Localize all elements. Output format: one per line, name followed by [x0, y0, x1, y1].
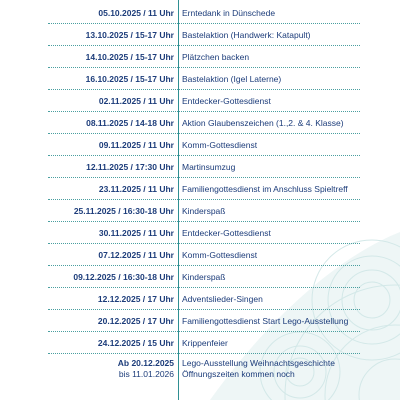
event-date: 05.10.2025 / 11 Uhr	[98, 8, 174, 18]
schedule-row	[0, 288, 400, 310]
event-date: 25.11.2025 / 16:30-18 Uhr	[73, 206, 174, 216]
schedule-row	[0, 244, 400, 266]
event-title: Familiengottesdienst Start Lego-Ausstellung	[182, 316, 349, 326]
event-title-line1: Lego-Ausstellung Weihnachtsgeschichte	[182, 358, 335, 368]
schedule-row	[0, 24, 400, 46]
schedule-row	[0, 266, 400, 288]
schedule-row	[0, 2, 400, 24]
schedule-row	[0, 310, 400, 332]
event-date: 08.11.2025 / 14-18 Uhr	[86, 118, 174, 128]
event-date: 20.12.2025 / 17 Uhr	[97, 316, 174, 326]
schedule-row	[0, 200, 400, 222]
event-title: Erntedank in Dünschede	[182, 8, 276, 18]
event-title: Krippenfeier	[182, 338, 228, 348]
event-title: Martinsumzug	[182, 162, 236, 172]
schedule-row	[0, 46, 400, 68]
event-date: 07.12.2025 / 11 Uhr	[98, 250, 174, 260]
schedule-row	[0, 156, 400, 178]
event-date: 13.10.2025 / 15-17 Uhr	[85, 30, 174, 40]
event-date: 02.11.2025 / 11 Uhr	[98, 96, 174, 106]
event-title: Komm-Gottesdienst	[182, 140, 258, 150]
event-title: Adventslieder-Singen	[182, 294, 263, 304]
event-title: Komm-Gottesdienst	[182, 250, 258, 260]
event-date-end: bis 11.01.2026	[118, 368, 174, 379]
event-title-line2: Öffnungszeiten kommen noch	[182, 368, 295, 379]
event-date: 16.10.2025 / 15-17 Uhr	[85, 74, 174, 84]
event-date: 12.12.2025 / 17 Uhr	[97, 294, 174, 304]
event-date: 12.11.2025 / 17:30 Uhr	[86, 162, 174, 172]
schedule-row	[0, 222, 400, 244]
event-title: Bastelaktion (Igel Laterne)	[182, 74, 282, 84]
schedule-row	[0, 332, 400, 354]
timeline-divider	[178, 0, 179, 400]
event-date: 24.12.2025 / 15 Uhr	[97, 338, 174, 348]
schedule-row	[0, 90, 400, 112]
event-title: Aktion Glaubenszeichen (1.,2. & 4. Klasse)	[182, 118, 344, 128]
event-title: Kinderspaß	[182, 206, 226, 216]
schedule-row	[0, 112, 400, 134]
event-date: 30.11.2025 / 11 Uhr	[98, 228, 174, 238]
event-date: 14.10.2025 / 15-17 Uhr	[85, 52, 174, 62]
schedule-row	[0, 134, 400, 156]
schedule-row	[0, 68, 400, 90]
schedule-row-final	[0, 354, 400, 384]
event-date-range	[118, 358, 174, 379]
event-title: Entdecker-Gottesdienst	[182, 96, 271, 106]
event-title: Kinderspaß	[182, 272, 226, 282]
event-title: Bastelaktion (Handwerk: Katapult)	[182, 30, 311, 40]
event-date: 23.11.2025 / 11 Uhr	[98, 184, 174, 194]
event-date: 09.12.2025 / 16:30-18 Uhr	[73, 272, 174, 282]
event-title	[182, 358, 335, 379]
schedule-row	[0, 178, 400, 200]
event-title: Familiengottesdienst im Anschluss Spieltreff	[182, 184, 348, 194]
event-title: Plätzchen backen	[182, 52, 250, 62]
event-schedule	[0, 2, 400, 384]
event-title: Entdecker-Gottesdienst	[182, 228, 271, 238]
event-date: 09.11.2025 / 11 Uhr	[98, 140, 174, 150]
event-date-start: Ab 20.12.2025	[117, 358, 174, 368]
